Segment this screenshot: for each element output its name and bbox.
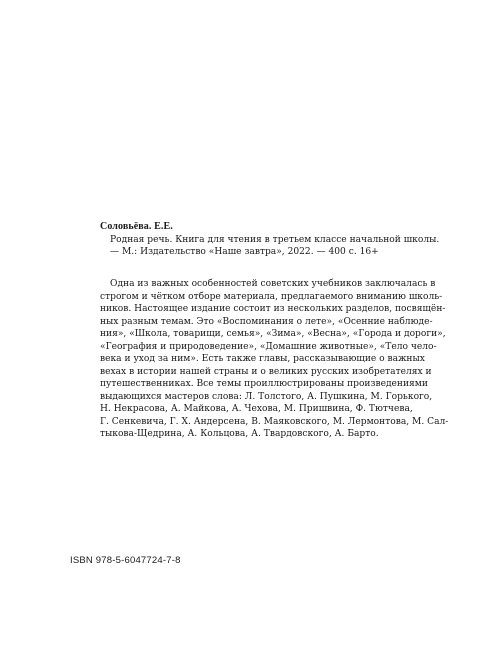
abstract-line: ных разным темам. Это «Воспоминания о лете», «Осенние наблюде- <box>100 316 433 327</box>
abstract-line: Г. Сенкевича, Г. Х. Андерсена, В. Маяковского, М. Лермонтова, М. Сал- <box>100 416 449 427</box>
abstract-line: Н. Некрасова, А. Майкова, А. Чехова, М. Пришвина, Ф. Тютчева, <box>100 404 413 414</box>
abstract-line: «География и природоведение», «Домашние животные», «Тело чело- <box>100 341 437 352</box>
abstract-line: строгом и чётком отборе материала, предлагаемого вниманию школь- <box>100 291 443 302</box>
abstract-line: века и уход за ним». Есть также главы, рассказывающие о важных <box>100 354 425 364</box>
catalog-publisher-line: — М.: Издательство «Наше завтра», 2022. — 400 с. 16+ <box>110 247 379 257</box>
isbn-number: ISBN 978-5-6047724-7-8 <box>70 555 181 566</box>
abstract-line: Одна из важных особенностей советских учебников заключалась в <box>110 279 436 289</box>
catalog-record <box>100 221 440 259</box>
abstract-line: тыкова-Щедрина, А. Кольцова, А. Твардовского, А. Барто. <box>100 429 379 439</box>
abstract-line: путешественниках. Все темы проиллюстрированы произведениями <box>100 379 428 389</box>
catalog-author: Соловьёва. Е.Е. <box>100 221 173 232</box>
abstract-line: выдающихся мастеров слова: Л. Толстого, А. Пушкина, М. Горького, <box>100 391 433 402</box>
abstract-line: ников. Настоящее издание состоит из нескольких разделов, посвящён- <box>100 304 446 314</box>
abstract-paragraph <box>100 278 449 441</box>
abstract-line: ния», «Школа, товарищи, семья», «Зима», «Весна», «Города и дороги», <box>100 329 446 339</box>
catalog-title-line: Родная речь. Книга для чтения в третьем классе начальной школы. <box>110 234 440 245</box>
abstract-line: вехах в истории нашей страны и о великих русских изобретателях и <box>100 366 432 377</box>
